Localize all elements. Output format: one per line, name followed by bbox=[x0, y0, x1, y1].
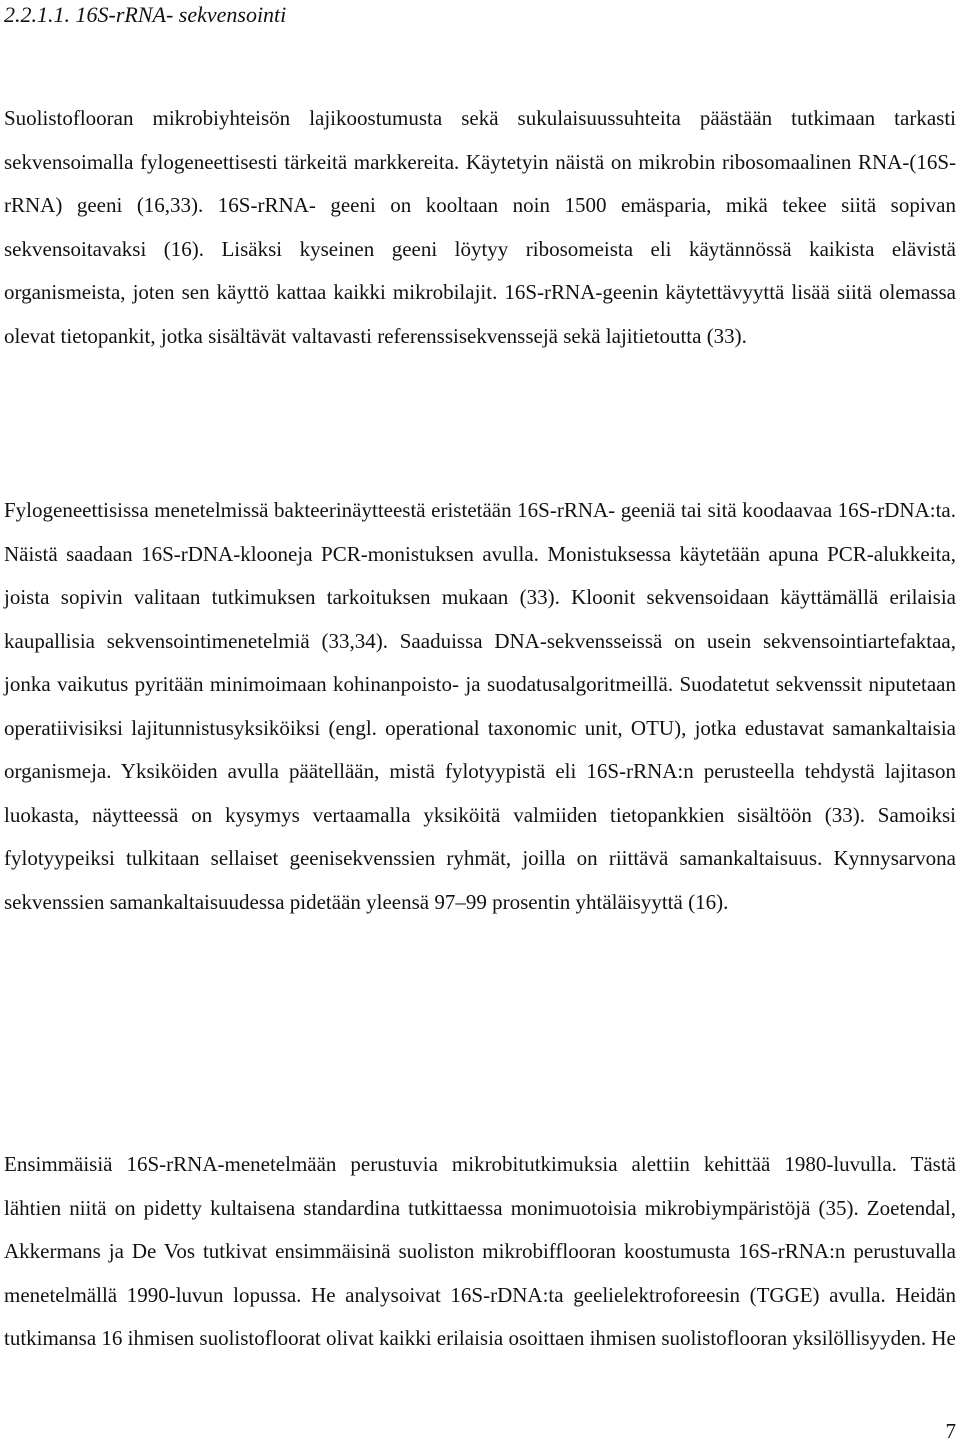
section-heading: 2.2.1.1. 16S-rRNA- sekvensointi bbox=[4, 2, 287, 27]
page-number: 7 bbox=[945, 1419, 956, 1443]
paragraph-2: Fylogeneettisissa menetelmissä bakteerinäytteestä eristetään 16S-rRNA- geeniä tai sitä koodaavaa 16S-rDNA:ta. Näistä saadaan 16S-rDNA-klooneja PCR-monistuksen avulla. Monistuksessa käytetään apuna PCR-alukkeita, joista sopivin valitaan tutkimuksen tarkoituksen mukaan (33). Kloonit sekvensoidaan käyttämällä erilaisia kaupallisia sekvensointimenetelmiä (33,34). Saaduissa DNA-sekvensseissä on usein sekvensointiartefaktaa, jonka vaikutus pyritään minimoimaan kohinanpoisto- ja suodatusalgoritmeillä. Suodatetut sekvenssit niputetaan operatiivisiksi lajitunnistusyksiköiksi (engl. operational taxonomic unit, OTU), jotka edustavat samankaltaisia organismeja. Yksiköiden avulla päätellään, mistä fylotyypistä eli 16S-rRNA:n perusteella tehdystä lajitason luokasta, näytteessä on kysymys vertaamalla yksiköitä valmiiden tietopankkien sisältöön (33). Samoiksi fylotyypeiksi tulkitaan sellaiset geenisekvenssien ryhmät, joilla on riittävä samankaltaisuus. Kynnysarvona sekvenssien samankaltaisuudessa pidetään yleensä 97–99 prosentin yhtäläisyyttä (16). bbox=[4, 498, 956, 914]
paragraph-1: Suolistoflooran mikrobiyhteisön lajikoostumusta sekä sukulaisuussuhteita päästään tutkimaan tarkasti sekvensoimalla fylogeneettisesti tärkeitä markkereita. Käytetyin näistä on mikrobin ribosomaalinen RNA-(16S-rRNA) geeni (16,33). 16S-rRNA- geeni on kooltaan noin 1500 emäsparia, mikä tekee siitä sopivan sekvensoitavaksi (16). Lisäksi kyseinen geeni löytyy ribosomeista eli käytännössä kaikista elävistä organismeista, joten sen käyttö kattaa kaikki mikrobilajit. 16S-rRNA-geenin käytettävyyttä lisää siitä olemassa olevat tietopankit, jotka sisältävät valtavasti referenssisekvenssejä sekä lajitietoutta (33). bbox=[4, 106, 956, 348]
paragraph-3: Ensimmäisiä 16S-rRNA-menetelmään perustuvia mikrobitutkimuksia alettiin kehittää 1980-luvulla. Tästä lähtien niitä on pidetty kultaisena standardina tutkittaessa monimuotoisia mikrobiympäristöjä (35). Zoetendal, Akkermans ja De Vos tutkivat ensimmäisinä suoliston mikrobifflooran koostumusta 16S-rRNA:n perustuvalla menetelmällä 1990-luvun lopussa. He analysoivat 16S-rDNA:ta geelielektroforeesin (TGGE) avulla. Heidän tutkimansa 16 ihmisen suolistofloorat olivat kaikki erilaisia osoittaen ihmisen suolistoflooran yksilöllisyyden. He bbox=[4, 1152, 956, 1350]
